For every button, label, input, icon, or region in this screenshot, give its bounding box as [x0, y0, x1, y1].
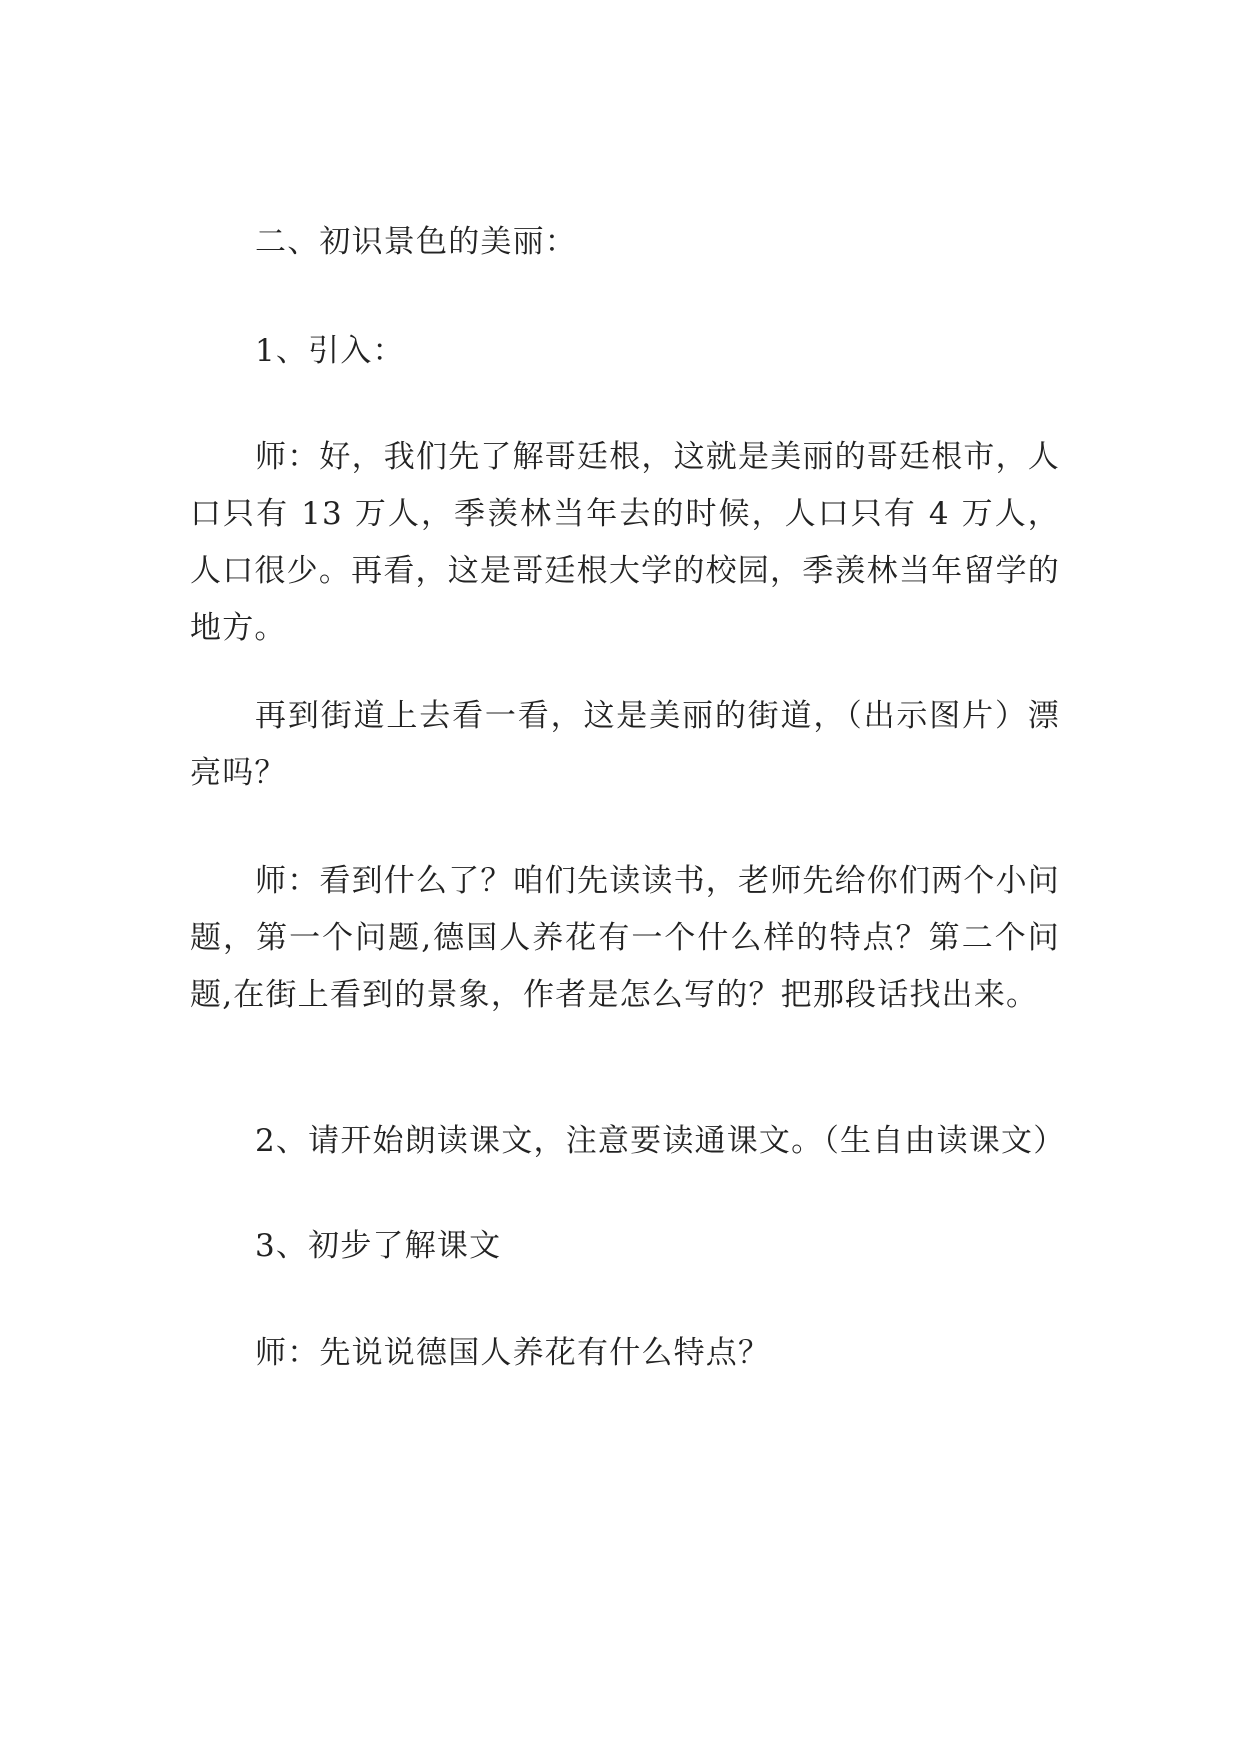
step-read-aloud: 2、请开始朗读课文，注意要读通课文。（生自由读课文）	[255, 1123, 1066, 1159]
section-heading: 二、初识景色的美丽：	[255, 224, 577, 260]
subheading-introduction: 1、引入：	[255, 333, 405, 369]
paragraph-questions: 师：看到什么了？咱们先读读书，老师先给你们两个小问题，第一个问题,德国人养花有一个什么样的特点？第二个问题,在街上看到的景象，作者是怎么写的？把那段话找出来。	[190, 863, 1060, 1013]
step-understand-text: 3、初步了解课文	[255, 1228, 502, 1264]
paragraph-gottingen-intro: 师：好，我们先了解哥廷根，这就是美丽的哥廷根市，人口只有 13 万人，季羡林当年去的时候，人口只有 4 万人，人口很少。再看，这是哥廷根大学的校园，季羡林当年留学的地方。	[190, 439, 1060, 646]
paragraph-street-view: 再到街道上去看一看，这是美丽的街道，（出示图片）漂亮吗？	[190, 698, 1060, 791]
paragraph-flower-question: 师：先说说德国人养花有什么特点？	[255, 1335, 771, 1371]
